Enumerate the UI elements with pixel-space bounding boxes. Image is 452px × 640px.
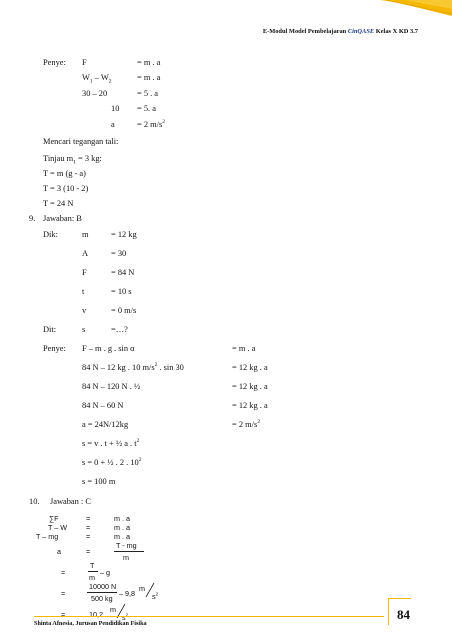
q9-known-sym-4: t	[82, 287, 85, 296]
q10-r4-l: a	[57, 547, 61, 556]
q10-r6-unit-den: $s^2$	[152, 591, 159, 601]
q10-r1-l: ∑F	[49, 514, 59, 523]
q9-line-4-right: = 12 kg . a	[232, 401, 268, 410]
q9-line-5-left: a = 24N/12kg	[82, 420, 129, 429]
q9-known-val-3: = 84 N	[111, 268, 135, 277]
q8-lhs-2: $W_1 - W_2$	[82, 73, 112, 85]
q9-line-2-left: 84 N – 12 kg . 10 $m/s^2$ . sin 30	[82, 362, 184, 372]
page-number: 84	[397, 607, 410, 622]
q8-rhs-1: = m . a	[137, 58, 161, 67]
q9-answer: Jawaban: B	[43, 214, 82, 223]
q10-r6-tail: – 9,8	[119, 589, 135, 598]
q10-r6-unit-den-text: s	[152, 592, 156, 601]
q10-r2-eq: =	[86, 523, 91, 532]
page-header	[263, 28, 418, 35]
header-brand: CinQASE	[347, 28, 375, 35]
q10-answer: Jawaban : C	[50, 497, 91, 506]
q9-known-sym-1: m	[82, 230, 89, 239]
q10-r5-eq: =	[61, 568, 66, 577]
q10-r4-den: m	[123, 553, 129, 562]
q9-line-6-left: s = v . t + ½ a . $t^2$	[82, 438, 140, 448]
q10-r6-den: 500 kg	[91, 594, 113, 603]
q9-known-val-1: = 12 kg	[111, 230, 137, 239]
q8-rhs-5: = 2 $m/s^2$	[137, 119, 165, 129]
q9-line-3-right: = 12 kg . a	[232, 382, 268, 391]
q8-rhs-3: = 5 . a	[137, 89, 159, 98]
q9-penye-label: Penye:	[43, 344, 66, 353]
q10-r5-frac-line	[88, 571, 98, 572]
q9-dit-val: =…?	[111, 325, 128, 334]
q8-lhs-1: F	[82, 58, 87, 67]
q9-line-7-left: s = 0 + ½ . 2 . $10^2$	[82, 457, 142, 467]
q10-r4-frac-line	[114, 551, 144, 552]
footer-author: Shinta Afnesia, Jurusan Pendidikan Fisika	[34, 620, 147, 627]
q9-line-1-left: F – m . g . sin α	[82, 344, 135, 353]
q10-r2-l: T – W	[48, 523, 68, 532]
q10-r3-eq: =	[86, 532, 91, 541]
q10-r4-eq: =	[86, 547, 91, 556]
q10-r7-eq: =	[61, 610, 66, 619]
q9-known-val-2: = 30	[111, 249, 127, 258]
q10-r6-frac-line	[87, 592, 117, 593]
q10-number: 10.	[29, 497, 40, 506]
q10-r3-r: m . a	[114, 532, 130, 541]
q9-line-5-right: = 2 $m/s^2$	[232, 419, 260, 429]
q9-known-sym-5: v	[82, 306, 87, 315]
q10-r3-l: T – mg	[36, 532, 59, 541]
q8-lhs-5: a	[111, 120, 115, 129]
q10-r7-val: 10,2	[89, 610, 103, 619]
q10-r7-unit-den: $s^2$	[122, 612, 129, 622]
q9-dit-label: Dit:	[43, 325, 57, 334]
q10-r1-r: m . a	[114, 514, 130, 523]
q8-tension-title: Mencari tegangan tali:	[43, 137, 119, 146]
q10-r2-r: m . a	[114, 523, 130, 532]
q9-line-2-right: = 12 kg . a	[232, 363, 268, 372]
q8-step-1: T = m (g - a)	[43, 169, 86, 178]
q8-step-3: T = 24 N	[43, 199, 74, 208]
header-prefix: E-Modul Model Pembelajaran	[262, 28, 348, 35]
q10-r5-tail: – g	[100, 568, 110, 577]
q8-rhs-2: = m . a	[137, 73, 161, 82]
q9-number: 9.	[29, 214, 36, 223]
q9-known-sym-3: F	[82, 268, 87, 277]
q10-r7-unit-den-text: s	[122, 613, 126, 622]
q8-lhs-3: 30 – 20	[82, 89, 108, 98]
q9-known-val-4: = 10 s	[111, 287, 132, 296]
q9-known-val-5: = 0 m/s	[111, 306, 137, 315]
q8-penye-label: Penye:	[43, 58, 66, 67]
q9-line-8-left: s = 100 m	[82, 477, 116, 486]
q9-dit-sym: s	[82, 325, 86, 334]
q8-lhs-4: 10	[111, 104, 120, 113]
q10-r7-unit-num: m	[110, 605, 116, 614]
q8-rhs-4: = 5. a	[137, 104, 156, 113]
q9-line-4-left: 84 N – 60 N	[82, 401, 124, 410]
q9-line-3-left: 84 N – 120 N . ½	[82, 382, 141, 391]
q10-r4-num: T - mg	[116, 541, 137, 550]
q9-dik-label: Dik:	[43, 230, 58, 239]
q8-step-2: T = 3 (10 - 2)	[43, 184, 89, 193]
q10-r5-den: m	[89, 573, 95, 582]
q8-tinjau: Tinjau $m_1 = 3$ kg:	[43, 154, 102, 166]
q10-r6-num: 10000 N	[89, 582, 117, 591]
q9-known-sym-2: A	[82, 249, 89, 258]
q10-r1-eq: =	[86, 514, 91, 523]
footer-rule	[34, 616, 384, 617]
header-suffix: Kelas X KD 3.7	[374, 28, 418, 35]
q10-r6-eq: =	[61, 589, 66, 598]
q10-r6-unit-num: m	[139, 584, 145, 593]
q9-line-1-right: = m . a	[232, 344, 256, 353]
q10-r5-num: T	[90, 561, 95, 570]
